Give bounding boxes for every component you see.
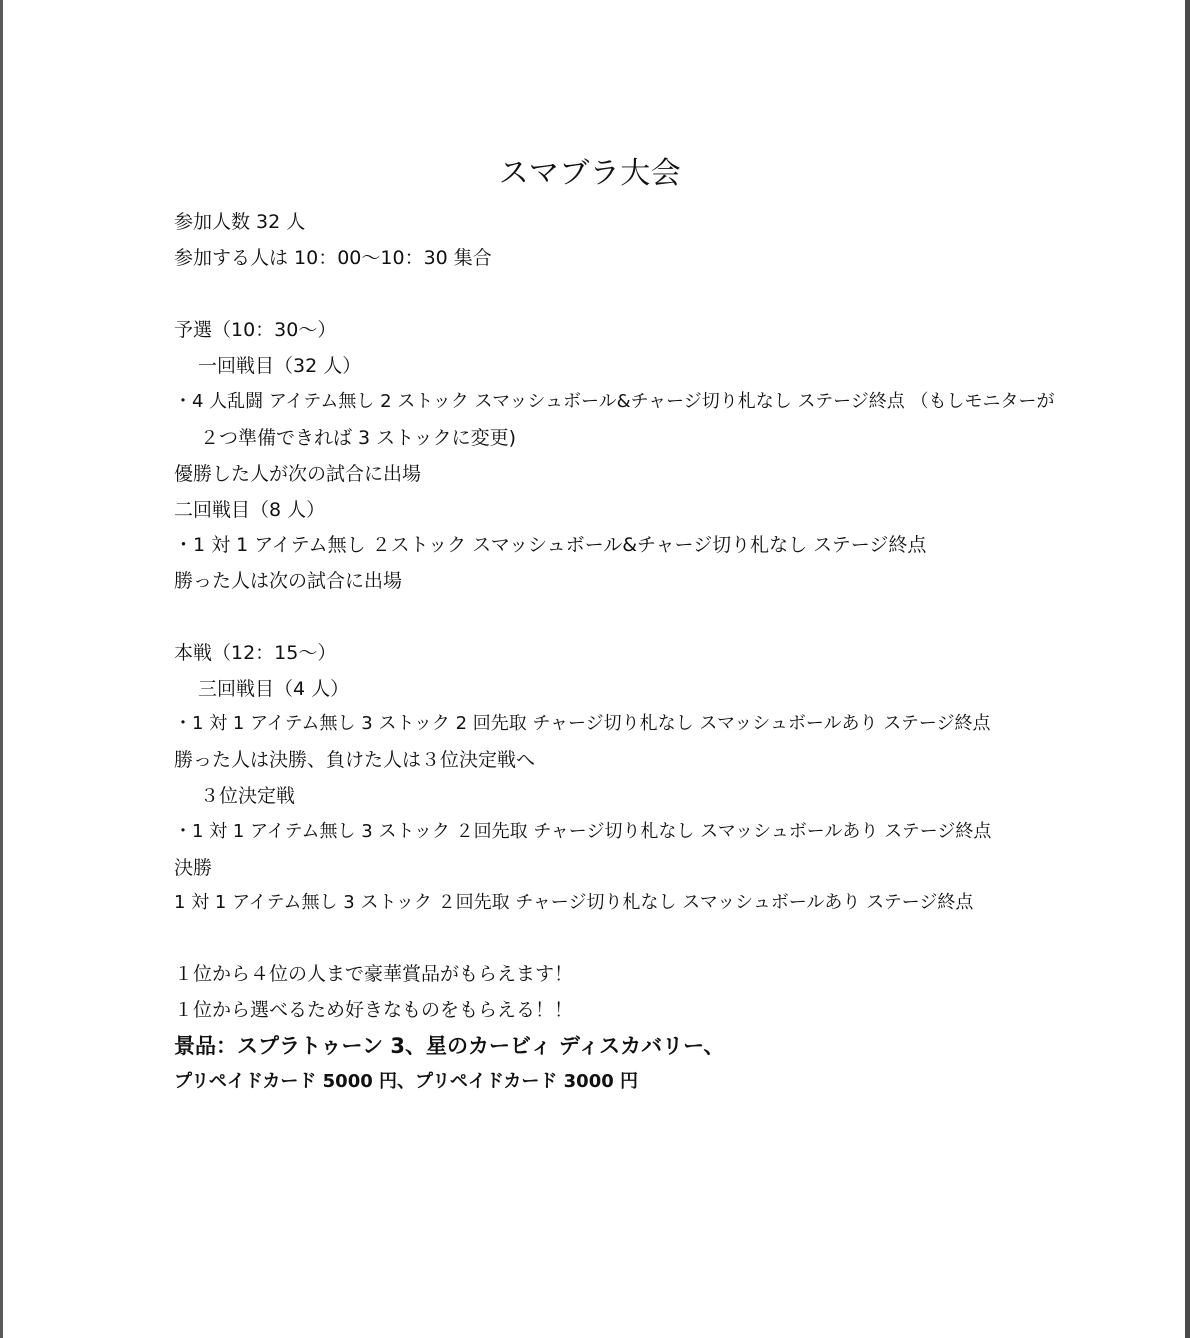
round-two-rules: ・1 対 1 アイテム無し ２ストック スマッシュボール&チャージ切り札なし ステージ終点 — [174, 534, 927, 556]
round-two-heading: 二回戦目（8 人） — [174, 499, 326, 521]
document-title: スマブラ大会 — [498, 156, 682, 191]
final-heading: 決勝 — [174, 857, 213, 879]
round-three-advance-note: 勝った人は決勝、負けた人は３位決定戦へ — [174, 749, 536, 771]
round-two-advance-note: 勝った人は次の試合に出場 — [174, 570, 403, 592]
final-rules: 1 対 1 アイテム無し 3 ストック ２回先取 チャージ切り札なし スマッシュボールあり ステージ終点 — [174, 892, 974, 913]
round-three-rules: ・1 対 1 アイテム無し 3 ストック 2 回先取 チャージ切り札なし スマッシュボールあり ステージ終点 — [174, 713, 991, 734]
round-one-advance-note: 優勝した人が次の試合に出場 — [174, 463, 422, 485]
round-three-heading: 三回戦目（4 人） — [198, 678, 350, 700]
third-place-heading: ３位決定戦 — [200, 785, 296, 807]
page-left-edge — [0, 0, 3, 1338]
participant-count-line: 参加人数 32 人 — [174, 211, 306, 233]
main-event-heading: 本戦（12：15～） — [174, 642, 337, 664]
round-one-heading: 一回戦目（32 人） — [198, 355, 362, 377]
round-one-rules: ・4 人乱闘 アイテム無し 2 ストック スマッシュボール&チャージ切り札なし ステージ終点 （もしモニターが — [174, 391, 1055, 412]
preliminary-heading: 予選（10：30～） — [174, 319, 337, 341]
prize-list-line-2: プリペイドカード 5000 円、プリペイドカード 3000 円 — [174, 1071, 639, 1092]
page-right-edge — [1185, 0, 1190, 1338]
prize-list-line-1: 景品：スプラトゥーン 3、星のカービィ ディスカバリー、 — [174, 1034, 725, 1058]
gathering-time-line: 参加する人は 10：00～10：30 集合 — [174, 247, 492, 269]
round-one-rules-continued: ２つ準備できれば 3 ストックに変更) — [200, 427, 517, 449]
prize-announcement: １位から４位の人まで豪華賞品がもらえます！ — [174, 963, 574, 985]
third-place-rules: ・1 対 1 アイテム無し 3 ストック ２回先取 チャージ切り札なし スマッシュボールあり ステージ終点 — [174, 821, 992, 842]
prize-choice-note: １位から選べるため好きなものをもらえる！！ — [174, 999, 574, 1021]
